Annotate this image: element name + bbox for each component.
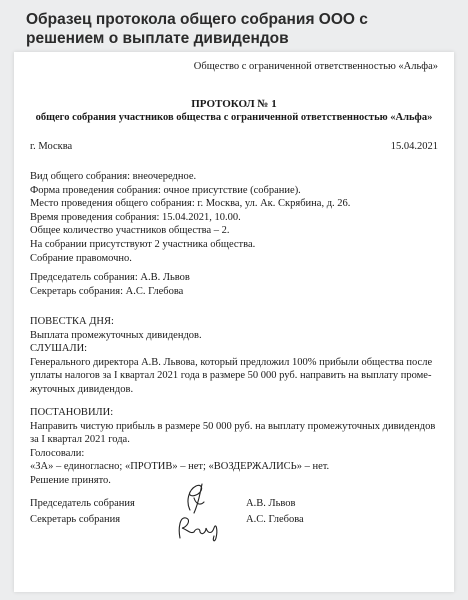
heard-line: жуточных дивидендов.	[30, 383, 134, 395]
info-line: Общее количество участников общества – 2.	[30, 225, 230, 237]
resolved-header: ПОСТАНОВИЛИ:	[30, 407, 114, 418]
resolved-line: за I квартал 2021 года.	[30, 434, 130, 446]
city: г. Москва	[30, 141, 73, 152]
chair-signature-name: А.В. Львов	[246, 498, 296, 509]
document-sheet	[14, 52, 454, 592]
info-line: Время проведения собрания: 15.04.2021, 10.00.	[30, 211, 241, 223]
chair-signature-label: Председатель собрания	[30, 498, 135, 509]
info-line: На собрании присутствуют 2 участника общества.	[30, 238, 256, 250]
heard-line: уплаты налогов за I квартал 2021 года в размере 50 000 руб. направить на выплату проме-	[30, 370, 432, 382]
info-line: Вид общего собрания: внеочередное.	[30, 171, 197, 182]
page-heading: Образец протокола общего собрания ООО с решением о выплате дивидендов	[26, 11, 368, 47]
secretary-signature-label: Секретарь собрания	[30, 514, 121, 525]
info-line: Форма проведения собрания: очное присутствие (собрание).	[30, 184, 301, 196]
chair-line: Председатель собрания: А.В. Львов	[30, 272, 190, 283]
resolved-line: Направить чистую прибыль в размере 50 000 руб. на выплату промежуточных дивидендов	[30, 420, 436, 432]
protocol-subtitle: общего собрания участников общества с ограниченной ответственностью «Альфа»	[35, 112, 433, 123]
organization-name: Общество с ограниченной ответственностью «Альфа»	[193, 61, 438, 72]
resolution-section	[30, 406, 442, 488]
decision-line: Решение принято.	[30, 474, 111, 486]
voting-line: «ЗА» – единогласно; «ПРОТИВ» – нет; «ВОЗДЕРЖАЛИСЬ» – нет.	[30, 461, 330, 473]
agenda-header: ПОВЕСТКА ДНЯ:	[30, 316, 114, 327]
meeting-info	[30, 170, 442, 265]
heard-header: СЛУШАЛИ:	[30, 343, 88, 355]
secretary-signature-name: А.С. Глебова	[246, 514, 304, 525]
agenda-section	[30, 315, 442, 397]
info-line: Собрание правомочно.	[30, 252, 132, 264]
secretary-signature	[172, 508, 228, 544]
secretary-line: Секретарь собрания: А.С. Глебова	[30, 285, 184, 297]
agenda-item: Выплата промежуточных дивидендов.	[30, 329, 202, 341]
protocol-title: ПРОТОКОЛ № 1	[191, 98, 277, 110]
info-line: Место проведения общего собрания: г. Москва, ул. Ак. Скрябина, д. 26.	[30, 198, 351, 210]
officers	[30, 271, 442, 298]
heard-line: Генерального директора А.В. Львова, который предложил 100% прибыли общества после	[30, 356, 433, 368]
voting-header: Голосовали:	[30, 447, 85, 459]
date: 15.04.2021	[390, 141, 438, 152]
